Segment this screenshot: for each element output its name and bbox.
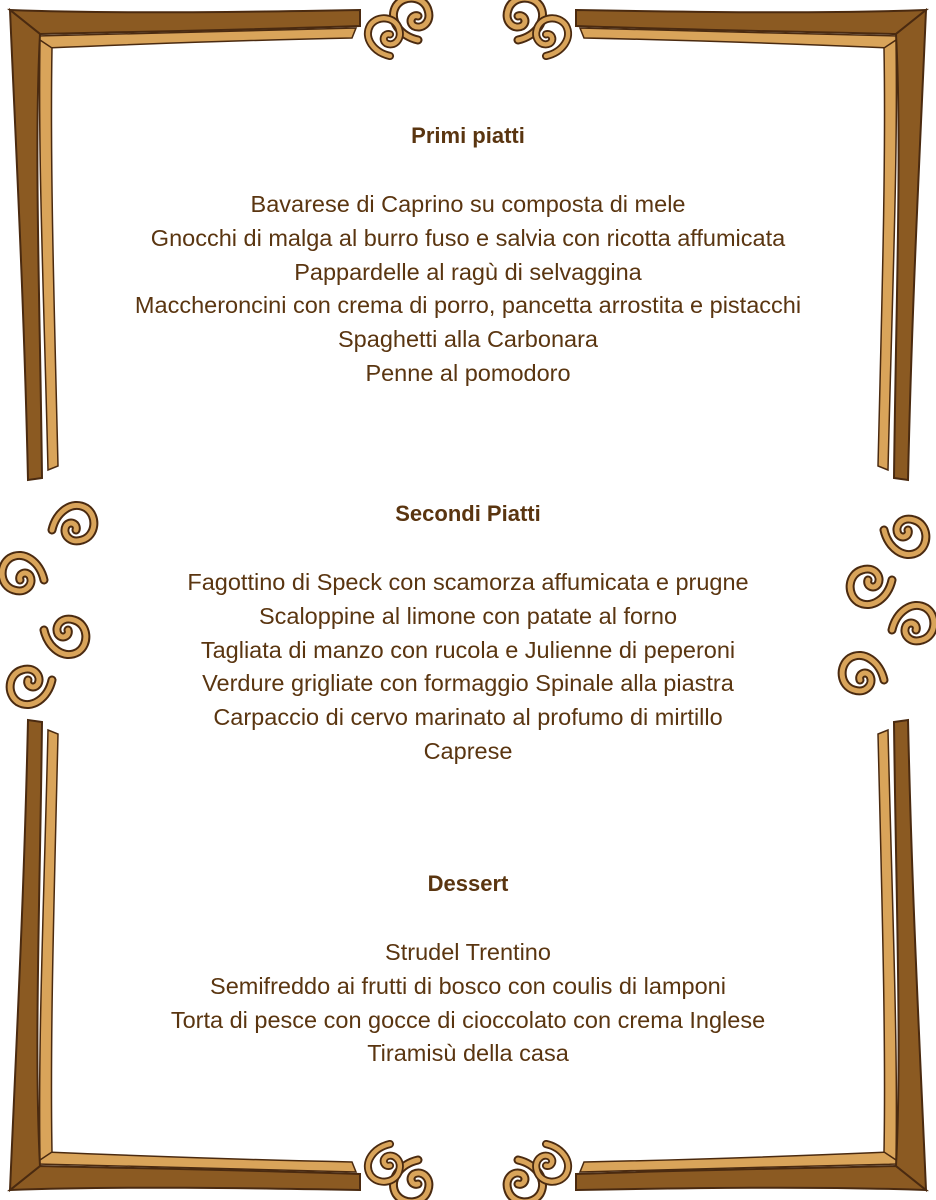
dish-item: Verdure grigliate con formaggio Spinale alla piastra — [202, 670, 734, 697]
section-title: Primi piatti — [411, 123, 525, 148]
dish-item: Maccheroncini con crema di porro, pancetta arrostita e pistacchi — [134, 292, 802, 319]
dish-item: Bavarese di Caprino su composta di mele — [250, 191, 686, 217]
dish-item: Torta di pesce con gocce di cioccolato con crema Inglese — [170, 1006, 766, 1033]
dish-item: Spaghetti alla Carbonara — [338, 326, 598, 353]
section-dessert — [0, 870, 936, 1071]
dish-item: Penne al pomodoro — [365, 359, 571, 386]
section-title: Dessert — [427, 871, 509, 896]
dish-item: Semifreddo ai frutti di bosco con coulis di lamponi — [210, 972, 726, 999]
dish-item: Strudel Trentino — [385, 939, 551, 965]
section-secondi-piatti — [0, 500, 936, 769]
dish-item: Fagottino di Speck con scamorza affumicata e prugne — [187, 569, 749, 595]
dish-item: Tagliata di manzo con rucola e Julienne di peperoni — [200, 636, 736, 663]
dish-item: Gnocchi di malga al burro fuso e salvia con ricotta affumicata — [150, 224, 786, 251]
dish-list — [0, 188, 936, 391]
dish-item: Tiramisù della casa — [367, 1040, 569, 1067]
dish-item: Caprese — [423, 737, 513, 764]
dish-item: Carpaccio di cervo marinato al profumo di mirtillo — [213, 704, 723, 731]
section-title: Secondi Piatti — [395, 501, 541, 526]
dish-item: Scaloppine al limone con patate al forno — [258, 602, 678, 629]
dish-item: Pappardelle al ragù di selvaggina — [294, 258, 642, 285]
section-primi-piatti — [0, 122, 936, 391]
dish-list — [0, 936, 936, 1071]
dish-list — [0, 566, 936, 769]
